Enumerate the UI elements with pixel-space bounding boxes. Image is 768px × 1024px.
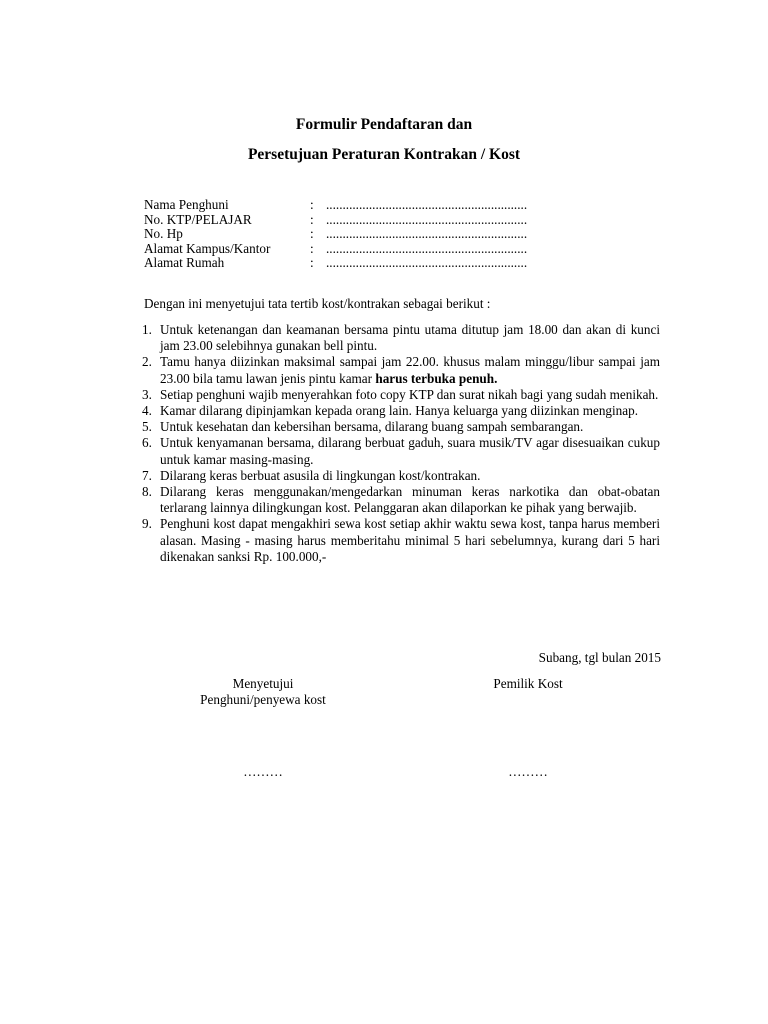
- field-label: No. Hp: [144, 226, 183, 241]
- field-blank: .............................................................: [326, 226, 528, 241]
- field-row-phone: [144, 227, 527, 242]
- signature-role: Penghuni/penyewa kost: [200, 692, 326, 707]
- form-title-line2: Persetujuan Peraturan Kontrakan / Kost: [247, 146, 521, 163]
- rule-number: 5.: [142, 419, 152, 435]
- form-title-line1: Formulir Pendaftaran dan: [295, 116, 473, 133]
- signature-role: Pemilik Kost: [493, 676, 563, 691]
- rule-item: [142, 435, 660, 467]
- rule-text: Untuk kesehatan dan kebersihan bersama, dilarang buang sampah sembarangan.: [160, 419, 584, 435]
- field-colon: :: [310, 197, 314, 212]
- rule-item: [142, 322, 660, 354]
- rule-number: 6.: [142, 435, 152, 451]
- signature-line-owner: ………: [508, 764, 548, 779]
- rule-text: Untuk kenyamanan bersama, dilarang berbuat gaduh, suara musik/TV agar disesuaikan cukup untuk kamar masing-masing.: [160, 435, 660, 467]
- field-label: Alamat Kampus/Kantor: [144, 240, 271, 256]
- field-label: Alamat Rumah: [144, 255, 225, 270]
- field-row-campus-address: [144, 242, 527, 257]
- field-row-ktp: [144, 213, 527, 228]
- rules-list: [142, 322, 660, 565]
- rule-text: Setiap penghuni wajib menyerahkan foto copy KTP dan surat nikah bagi yang sudah menikah.: [160, 386, 659, 402]
- field-colon: :: [310, 226, 314, 241]
- rule-text-plain: Tamu hanya diizinkan maksimal sampai jam 22.00. khusus malam minggu/libur sampai jam 23.00 bila tamu lawan jenis pintu kamar: [160, 354, 660, 386]
- rule-item: [142, 468, 660, 484]
- field-colon: :: [310, 211, 314, 227]
- applicant-fields: [144, 198, 527, 271]
- field-row-home-address: [144, 256, 527, 271]
- signature-block-tenant: [163, 676, 363, 708]
- rule-item: [142, 387, 660, 403]
- rule-number: 4.: [142, 403, 152, 419]
- rule-text: [160, 354, 660, 386]
- rule-number: 3.: [142, 386, 152, 402]
- rule-text-bold: harus terbuka penuh.: [375, 370, 498, 386]
- rule-text: Dilarang keras menggunakan/mengedarkan minuman keras narkotika dan obat-obatan terlarang lainnya dilingkungan kost. Pelanggaran akan dilaporkan ke pihak yang berwajib.: [160, 484, 660, 516]
- rule-text: Penghuni kost dapat mengakhiri sewa kost setiap akhir waktu sewa kost, tanpa harus memberi alasan. Masing - masing harus memberitahu minimal 5 hari sebelumnya, kurang dari 5 hari dikenakan sanksi Rp. 100.000,-: [160, 516, 660, 564]
- rule-text: Kamar dilarang dipinjamkan kepada orang lain. Hanya keluarga yang diizinkan menginap.: [160, 403, 639, 419]
- rules-intro: Dengan ini menyetujui tata tertib kost/kontrakan sebagai berikut :: [144, 296, 491, 311]
- field-colon: :: [310, 255, 314, 270]
- rule-item: [142, 354, 660, 386]
- rule-text: Untuk ketenangan dan keamanan bersama pintu utama ditutup jam 18.00 dan akan di kunci jam 23.00 selebihnya gunakan bell pintu.: [160, 322, 660, 354]
- rule-number: 2.: [142, 354, 152, 370]
- rule-number: 1.: [142, 322, 152, 337]
- signature-heading: Menyetujui: [232, 676, 294, 691]
- rule-item: [142, 484, 660, 516]
- field-blank: .............................................................: [326, 255, 528, 270]
- signature-block-owner: [428, 676, 628, 692]
- field-blank: .............................................................: [326, 197, 528, 212]
- rule-text: Dilarang keras berbuat asusila di lingkungan kost/kontrakan.: [160, 467, 481, 483]
- field-colon: :: [310, 240, 314, 256]
- field-label: No. KTP/PELAJAR: [144, 211, 252, 227]
- rule-item: [142, 403, 660, 419]
- rule-item: [142, 516, 660, 565]
- field-blank: .............................................................: [326, 211, 528, 227]
- rule-number: 7.: [142, 467, 152, 483]
- field-row-name: [144, 198, 527, 213]
- rule-number: 8.: [142, 484, 152, 500]
- signature-line-tenant: ………: [243, 764, 283, 779]
- rule-number: 9.: [142, 516, 152, 532]
- field-label: Nama Penghuni: [144, 197, 229, 212]
- rule-item: [142, 419, 660, 435]
- place-and-date: Subang, tgl bulan 2015: [538, 650, 661, 665]
- field-blank: .............................................................: [326, 240, 528, 256]
